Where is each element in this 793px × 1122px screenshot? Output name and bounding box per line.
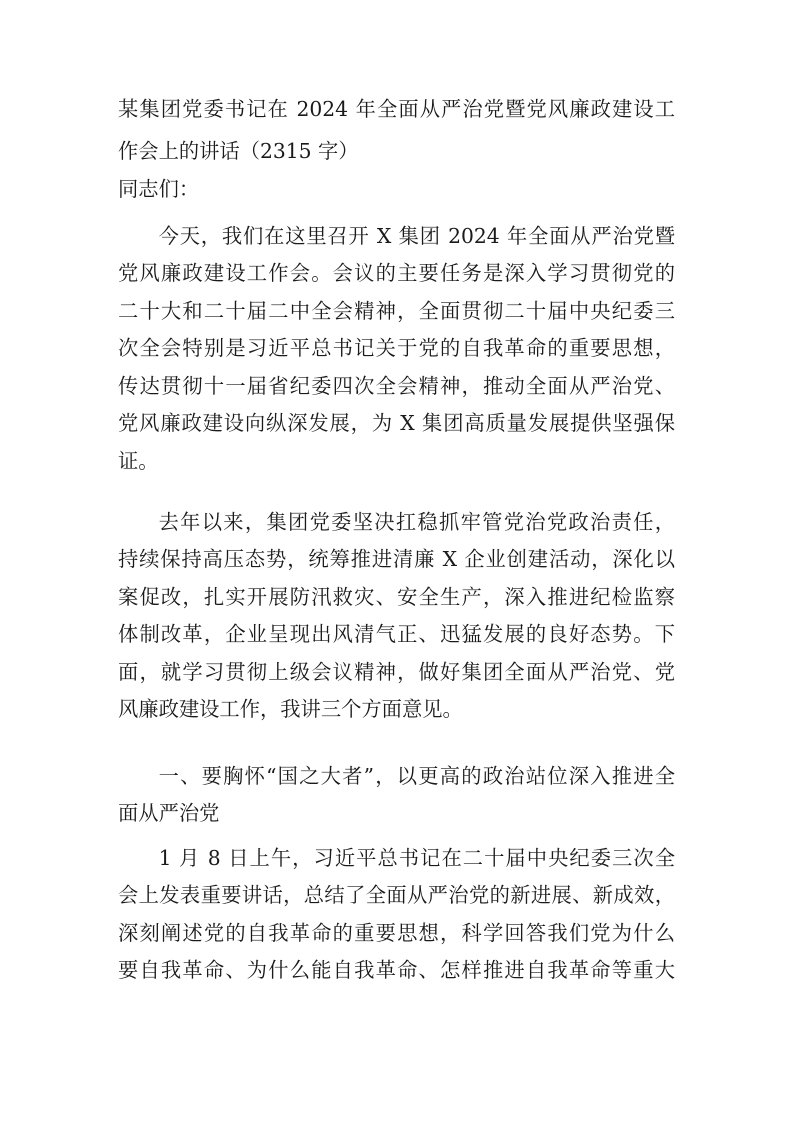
text-line: 持续保持高压态势，统筹推进清廉 X 企业创建活动，深化以 [118,547,675,571]
text-line: 党风廉政建设向纵深发展，为 X 集团高质量发展提供坚强保 [118,411,675,435]
text-line: 二十大和二十届二中全会精神，全面贯彻二十届中央纪委三 [118,298,675,323]
document-title [118,91,675,171]
title-line: 作会上的讲话（2315 字） [118,139,359,163]
text-line: 深刻阐述党的自我革命的重要思想，科学回答我们党为什么 [118,920,675,945]
text-line: 次全会特别是习近平总书记关于党的自我革命的重要思想， [118,336,675,360]
salutation [118,171,675,209]
text-line: 风廉政建设工作，我讲三个方面意见。 [118,697,463,721]
text-line: 案促改，扎实开展防汛救灾、安全生产，深入推进纪检监察 [118,584,675,609]
text-line: 要自我革命、为什么能自我革命、怎样推进自我革命等重大 [118,958,675,982]
heading-line: 面从严治党 [118,801,220,825]
paragraph-opening [118,218,675,481]
text-line: 今天，我们在这里召开 X 集团 2024 年全面从严治党暨 [158,223,675,248]
text-line: 1 月 8 日上午，习近平总书记在二十届中央纪委三次全 [158,845,675,870]
text-line: 面，就学习贯彻上级会议精神，做好集团全面从严治党、党 [118,659,675,684]
paragraph-section-body [118,840,675,990]
section-heading [118,758,675,833]
paragraph-review [118,504,675,729]
text-line: 体制改革，企业呈现出风清气正、迅猛发展的良好态势。下 [118,622,675,646]
text-line: 党风廉政建设工作会。会议的主要任务是深入学习贯彻党的 [118,261,675,285]
salutation-line: 同志们： [118,176,200,201]
text-line: 会上发表重要讲话，总结了全面从严治党的新进展、新成效， [118,883,675,907]
heading-line: 一、要胸怀“国之大者”，以更高的政治站位深入推进全 [158,763,675,788]
title-line: 某集团党委书记在 2024 年全面从严治党暨党风廉政建设工 [118,97,675,121]
text-line: 证。 [118,448,159,473]
text-line: 传达贯彻十一届省纪委四次全会精神，推动全面从严治党、 [118,373,675,398]
document-page [118,91,675,990]
text-line: 去年以来，集团党委坚决扛稳抓牢管党治党政治责任， [158,509,675,534]
